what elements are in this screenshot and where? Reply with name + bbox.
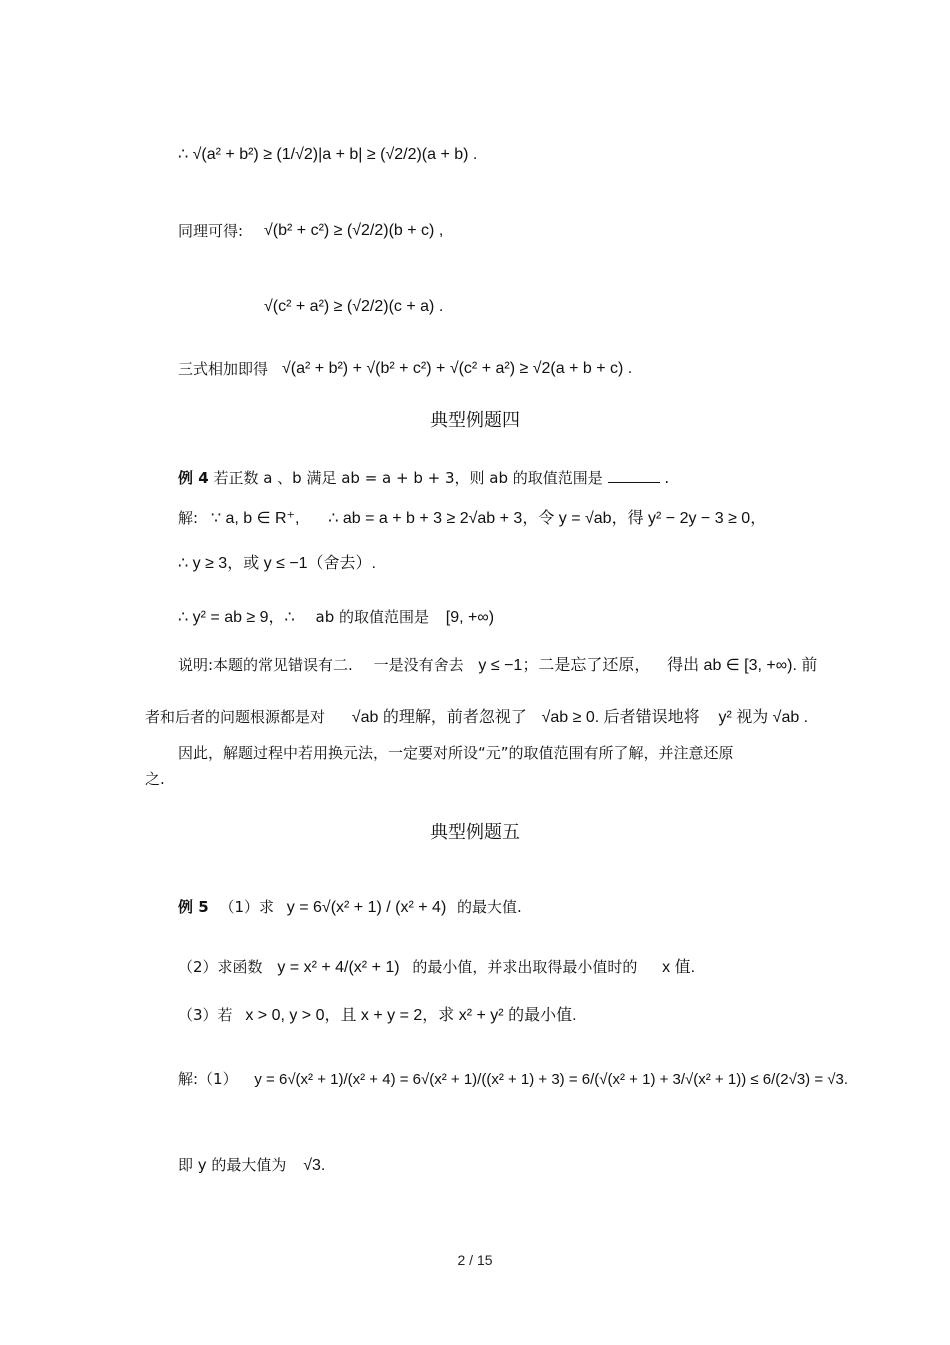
example-4-note-line-1: [178, 654, 817, 677]
section-heading-4: 典型例题四: [430, 410, 520, 431]
example-5-part-2-text: （2）求函数: [178, 958, 263, 976]
solution-answer-range: [9, +∞): [445, 609, 495, 626]
solution-conclusion-math: ∴ y² = ab ≥ 9，∴: [178, 609, 295, 626]
note-text-8: y² 视为 √ab .: [718, 709, 809, 726]
note-text-2: 一是没有舍去: [373, 656, 464, 674]
example-4-note-line-2: [145, 706, 808, 729]
example-4-question-text: 若正数 a 、b 满足 ab = a + b + 3，则 ab 的取值范围是: [213, 469, 603, 487]
example-5-conclusion-text: 即 y 的最大值为: [178, 1156, 287, 1174]
solution-step: ∴ ab = a + b + 3 ≥ 2√ab + 3，令 y = √ab，得 y² − 2y − 3 ≥ 0，: [328, 510, 767, 527]
example-5-part-3-text: （3）若: [178, 1006, 233, 1024]
note-text-5: 者和后者的问题根源都是对: [145, 708, 326, 726]
example-4-note-line-4: 之.: [145, 770, 165, 788]
example-5-part-2: [178, 956, 695, 979]
answer-blank: [608, 468, 660, 483]
derivation-line-4-math: √(a² + b²) + √(b² + c²) + √(c² + a²) ≥ √2(a + b + c) .: [282, 360, 633, 377]
example-4-question: [178, 467, 669, 489]
example-5-part-2-mid: 的最小值，并求出取得最小值时的: [412, 958, 638, 976]
derivation-line-2-math: √(b² + c²) ≥ (√2/2)(b + c) ,: [264, 222, 444, 239]
example-5-part-3-math: x > 0, y > 0，且 x + y = 2，求 x² + y² 的最小值.: [245, 1007, 577, 1024]
example-5-part-3: [178, 1004, 577, 1027]
solution-premise: ∵ a, b ∈ R⁺,: [210, 510, 300, 527]
example-5-label: 例 5: [178, 898, 209, 916]
example-5-part-2-formula: y = x² + 4/(x² + 1): [277, 959, 400, 976]
solution-conclusion-text: ab 的取值范围是: [315, 608, 430, 626]
example-5-conclusion-value: √3.: [303, 1157, 326, 1174]
example-5-conclusion: [178, 1154, 325, 1177]
example-5-part-2-end: x 值.: [662, 959, 696, 976]
note-text-1: 说明:本题的常见错误有二.: [178, 656, 353, 674]
example-4-solution-line-3: [178, 606, 494, 629]
example-4-solution-line-1: [178, 507, 766, 530]
example-5-solution-label: 解:（1）: [178, 1070, 238, 1088]
section-heading-5: 典型例题五: [430, 822, 520, 843]
derivation-line-1: ∴ √(a² + b²) ≥ (1/√2)|a + b| ≥ (√2/2)(a + b) .: [178, 146, 478, 163]
example-5-part-1-end: 的最大值.: [457, 898, 522, 916]
note-text-4: 得出 ab ∈ [3, +∞). 前: [667, 657, 818, 674]
derivation-line-2-label: 同理可得:: [178, 222, 244, 240]
derivation-line-4-label: 三式相加即得: [178, 360, 269, 378]
note-text-6: √ab 的理解，前者忽视了: [351, 709, 527, 726]
example-4-label: 例 4: [178, 469, 209, 487]
example-4-question-end: .: [664, 469, 670, 487]
example-5-part-1: [178, 896, 522, 919]
example-5-part-1-formula: y = 6√(x² + 1) / (x² + 4): [286, 899, 447, 916]
example-4-solution-line-2: ∴ y ≥ 3，或 y ≤ −1（舍去）.: [178, 555, 377, 572]
example-4-note-line-3: 因此，解题过程中若用换元法，一定要对所设“元”的取值范围有所了解，并注意还原: [178, 744, 734, 762]
solution-label: 解:: [178, 509, 199, 527]
page-number: 2 / 15: [457, 1252, 493, 1268]
derivation-line-3-math: √(c² + a²) ≥ (√2/2)(c + a) .: [264, 298, 444, 315]
note-text-7: √ab ≥ 0. 后者错误地将: [541, 709, 700, 726]
example-5-part-1-text: （1）求: [219, 898, 274, 916]
example-5-solution-math: y = 6√(x² + 1)/(x² + 4) = 6√(x² + 1)/((x² + 1) + 3) = 6/(√(x² + 1) + 3/√(x² + 1)) ≤ 6/(2√3) = √3.: [254, 1071, 849, 1088]
example-5-solution: [178, 1068, 848, 1091]
note-text-3: y ≤ −1；二是忘了还原，: [478, 657, 651, 674]
